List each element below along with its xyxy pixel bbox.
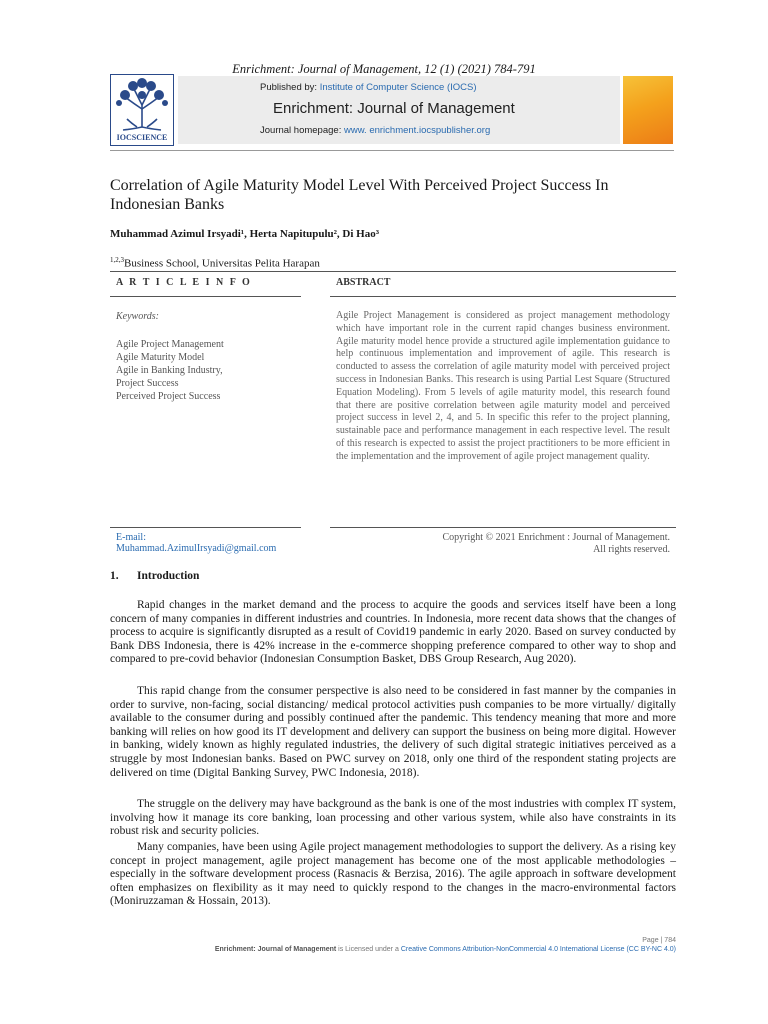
article-info-rule xyxy=(110,296,301,297)
paragraph-text: The struggle on the delivery may have background as the bank is one of the most industries with complex IT system, involving how it manage its core banking, loan processing and other various system, while also have constraints in its robust risk and security policies. xyxy=(110,798,676,838)
keyword-item: Project Success xyxy=(116,378,179,389)
homepage-line xyxy=(260,125,490,136)
page-number: Page | 784 xyxy=(642,937,676,944)
abstract-label: ABSTRACT xyxy=(336,277,391,288)
published-prefix: Published by: xyxy=(260,82,320,93)
homepage-prefix: Journal homepage: xyxy=(260,125,344,136)
logo-caption: IOCSCIENCE xyxy=(116,133,168,142)
keyword-item: Agile in Banking Industry, xyxy=(116,365,223,376)
paragraph-text: This rapid change from the consumer perspective is also need to be considered in fast manner by the companies in order to survive, non-facing, social distancing/ medical protocol activities push companies to be more virtually/ digitally available to the consumer during and possibly continued after the pandemic. This tendency meaning that more and more banking will relies on how good its IT development and delivery can support the business on being more digital. However in banking, widely known as highly regulated industries, the delivery of such digital strategic initiatives perceived as a struggle by most Indonesian banks. Based on PWC survey on 2018, only one third of the respondent stating projects are delivered on time (Digital Banking Survey, PWC Indonesia, 2018). xyxy=(110,685,676,779)
paper-title: Correlation of Agile Maturity Model Level With Perceived Project Success In Indonesian Banks xyxy=(110,177,609,213)
header-divider xyxy=(110,150,674,151)
paragraph-text: Rapid changes in the market demand and the process to acquire the goods and services itself have been a long concern of many companies in different industries and countries. In Indonesia, more recent data shows that the changes of process to acquire is significantly disrupted as a result of Covid19 pandemic in early 2020. Based on survey conducted by Bank DBS Indonesia, there is 42% increase in the e-commerce shopping preference compared to other way to shop and compared to pre-covid behavior (Indonesian Consumption Basket, DBS Group Research, Aug 2020). xyxy=(110,599,676,666)
copyright-rule xyxy=(330,527,676,528)
article-info-top-rule xyxy=(110,271,676,272)
authors: Muhammad Azimul Irsyadi¹, Herta Napitupulu², Di Hao³ xyxy=(110,228,380,240)
section-heading xyxy=(110,570,199,582)
publisher-link[interactable]: Institute of Computer Science (IOCS) xyxy=(319,82,477,93)
keyword-item: Agile Project Management xyxy=(116,339,224,350)
copyright-notice xyxy=(380,532,670,555)
article-info-label: A R T I C L E I N F O xyxy=(116,277,252,288)
keyword-item: Perceived Project Success xyxy=(116,391,221,402)
section-title: Introduction xyxy=(137,570,200,582)
tree-logo-icon xyxy=(111,75,173,133)
license-journal: Enrichment: Journal of Management xyxy=(214,946,337,953)
keywords-label: Keywords: xyxy=(116,311,159,322)
intro-paragraph-4 xyxy=(110,841,676,909)
email-label: E-mail: xyxy=(116,532,146,543)
keyword-item: Agile Maturity Model xyxy=(116,352,205,363)
abstract-text: Agile Project Management is considered as project management methodology which have important role in the current rapid changes business environment. Agile maturity model hence provide a structured agile implementation guidance to help continuous implementation and improvement of agile. This research is conducted to assess the correlation of agile maturity model with perceived project success in Indonesian Banks. This research is using Partial Lest Square (Structured Equation Modeling). From 5 levels of agile maturity model, this research found that there are positive correlation between agile maturity model and perceived project success in level 2, 4, and 5. In specific this refer to the project planning, sustainable pace and performance management in each respective level. The result of this research is expected to assist the project practitioners to be more efficient in the implementation and the improvement of agile project management quality. xyxy=(336,310,670,462)
journal-title: Enrichment: Journal of Management xyxy=(273,100,515,117)
intro-paragraph-2 xyxy=(110,685,676,780)
email-rule xyxy=(110,527,301,528)
intro-paragraph-1 xyxy=(110,599,676,667)
license-mid: is Licensed under a xyxy=(336,946,401,953)
affiliation-sup: 1,2,3 xyxy=(110,256,124,264)
journal-citation: Enrichment: Journal of Management, 12 (1) (2021) 784-791 xyxy=(232,62,536,76)
email-link[interactable]: Muhammad.AzimulIrsyadi@gmail.com xyxy=(116,543,277,554)
affiliation-text: Business School, Universitas Pelita Harapan xyxy=(124,257,320,270)
affiliation xyxy=(110,256,320,270)
published-by-line xyxy=(260,82,477,93)
copyright-line-2: All rights reserved. xyxy=(593,543,670,555)
intro-paragraph-3 xyxy=(110,798,676,839)
journal-cover-image xyxy=(623,76,673,144)
section-number: 1. xyxy=(110,570,119,582)
license-line xyxy=(110,946,676,953)
homepage-link[interactable]: www. enrichment.iocspublisher.org xyxy=(343,125,491,136)
copyright-line-1: Copyright © 2021 Enrichment : Journal of Management. xyxy=(442,532,670,543)
abstract-rule xyxy=(330,296,676,297)
paragraph-text: Many companies, have been using Agile project management methodologies to support the delivery. As a rising key concept in project management, agile project management has become one of the most applicable methodologies – especially in the software development process (Rasnacis & Berzisa, 2016). The agile approach in software development often emphasizes on flexibility as it may need to quickly respond to the changes in the macro-environmental factors (Moniruzzaman & Hossain, 2013). xyxy=(110,841,676,908)
license-link[interactable]: Creative Commons Attribution-NonCommercial 4.0 International License (CC BY-NC 4.0) xyxy=(400,946,676,953)
